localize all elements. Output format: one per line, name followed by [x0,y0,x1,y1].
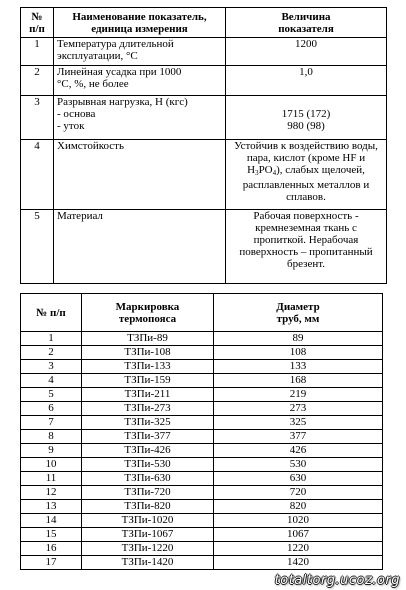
row-mark: ТЗПи-89 [82,332,214,346]
header-mark: Маркировка термопояса [82,294,214,332]
row-num: 11 [21,472,82,486]
thermobelt-table-body [21,332,383,570]
row-mark: ТЗПи-159 [82,374,214,388]
row-num: 1 [21,38,54,66]
header-name: Наименование показатель, единица измерения [54,8,226,38]
row-num: 10 [21,458,82,472]
table-row [21,96,387,140]
row-num: 6 [21,402,82,416]
row-num: 3 [21,96,54,140]
table-row [21,402,383,416]
row-diam: 168 [214,374,383,388]
table-row [21,500,383,514]
table-row [21,374,383,388]
row-value-weft: 980 (98) [287,120,325,132]
row-num: 13 [21,500,82,514]
row-mark: ТЗПи-133 [82,360,214,374]
row-diam: 720 [214,486,383,500]
row-name: Химстойкость [54,140,226,210]
row-num: 17 [21,556,82,570]
table-row [21,430,383,444]
row-num: 2 [21,66,54,96]
row-diam: 1420 [214,556,383,570]
row-num: 14 [21,514,82,528]
row-value-pre: Устойчив к воздействию воды, пара, кислот (кроме HF и H [234,140,378,176]
table-row [21,528,383,542]
row-mark: ТЗПи-530 [82,458,214,472]
table-row [21,514,383,528]
table-row [21,388,383,402]
table-row [21,486,383,500]
row-diam: 219 [214,388,383,402]
row-diam: 426 [214,444,383,458]
row-name-warp: - основа [57,108,96,120]
table-row [21,458,383,472]
row-diam: 89 [214,332,383,346]
row-diam: 530 [214,458,383,472]
row-mark: ТЗПи-820 [82,500,214,514]
row-num: 15 [21,528,82,542]
table-row [21,472,383,486]
header-diam: Диаметр труб, мм [214,294,383,332]
table-row [21,542,383,556]
row-value-sub: 4 [272,169,277,177]
row-num: 5 [21,210,54,284]
row-num: 3 [21,360,82,374]
row-mark: ТЗПи-108 [82,346,214,360]
header-num: № п/п [21,8,54,38]
row-name: Материал [54,210,226,284]
thermobelt-table-header [21,294,383,332]
row-value-sub: 3 [255,169,259,177]
row-mark: ТЗПи-720 [82,486,214,500]
row-num: 1 [21,332,82,346]
row-value-post: ), слабых щелочей, расплавленных металлов и сплавов. [242,164,370,203]
table-row [21,556,383,570]
row-mark: ТЗПи-1020 [82,514,214,528]
row-diam: 273 [214,402,383,416]
row-value [226,140,387,210]
row-diam: 108 [214,346,383,360]
row-num: 16 [21,542,82,556]
row-name: Линейная усадка при 1000 °С, %, не более [54,66,226,96]
row-mark: ТЗПи-273 [82,402,214,416]
properties-table [20,7,387,284]
watermark: totaltorg.ucoz.org [274,573,400,588]
row-num: 7 [21,416,82,430]
row-name: Температура длительной эксплуатации, °С [54,38,226,66]
row-value: 1200 [226,38,387,66]
row-num: 4 [21,140,54,210]
table-row [21,444,383,458]
row-diam: 630 [214,472,383,486]
row-name-weft: - уток [57,120,85,132]
row-mark: ТЗПи-630 [82,472,214,486]
row-value: 1,0 [226,66,387,96]
row-mark: ТЗПи-1220 [82,542,214,556]
row-name [54,96,226,140]
row-value: Рабочая поверхность - кремнеземная ткань с пропиткой. Нерабочая поверхность – пропитанный брезент. [226,210,387,284]
row-num: 12 [21,486,82,500]
row-mark: ТЗПи-325 [82,416,214,430]
table-row [21,210,387,284]
row-num: 8 [21,430,82,444]
row-diam: 1020 [214,514,383,528]
row-diam: 1220 [214,542,383,556]
row-diam: 1067 [214,528,383,542]
row-mark: ТЗПи-1420 [82,556,214,570]
row-name-title: Разрывная нагрузка, Н (кгс) [57,96,188,108]
row-diam: 377 [214,430,383,444]
row-diam: 133 [214,360,383,374]
row-value-warp: 1715 (172) [281,108,331,120]
row-diam: 325 [214,416,383,430]
table-row [21,360,383,374]
table-row [21,416,383,430]
row-diam: 820 [214,500,383,514]
row-num: 4 [21,374,82,388]
row-num: 2 [21,346,82,360]
properties-table-header [21,8,387,38]
table-row [21,66,387,96]
header-num: № п/п [21,294,82,332]
row-num: 5 [21,388,82,402]
row-mark: ТЗПи-211 [82,388,214,402]
table-row [21,346,383,360]
row-mark: ТЗПи-377 [82,430,214,444]
table-row [21,38,387,66]
thermobelt-table [20,293,383,570]
row-mark: ТЗПи-426 [82,444,214,458]
row-mark: ТЗПи-1067 [82,528,214,542]
header-value: Величина показателя [226,8,387,38]
table-row [21,140,387,210]
row-num: 9 [21,444,82,458]
row-value [226,96,387,140]
row-value-mid: PO [258,164,273,176]
table-row [21,332,383,346]
